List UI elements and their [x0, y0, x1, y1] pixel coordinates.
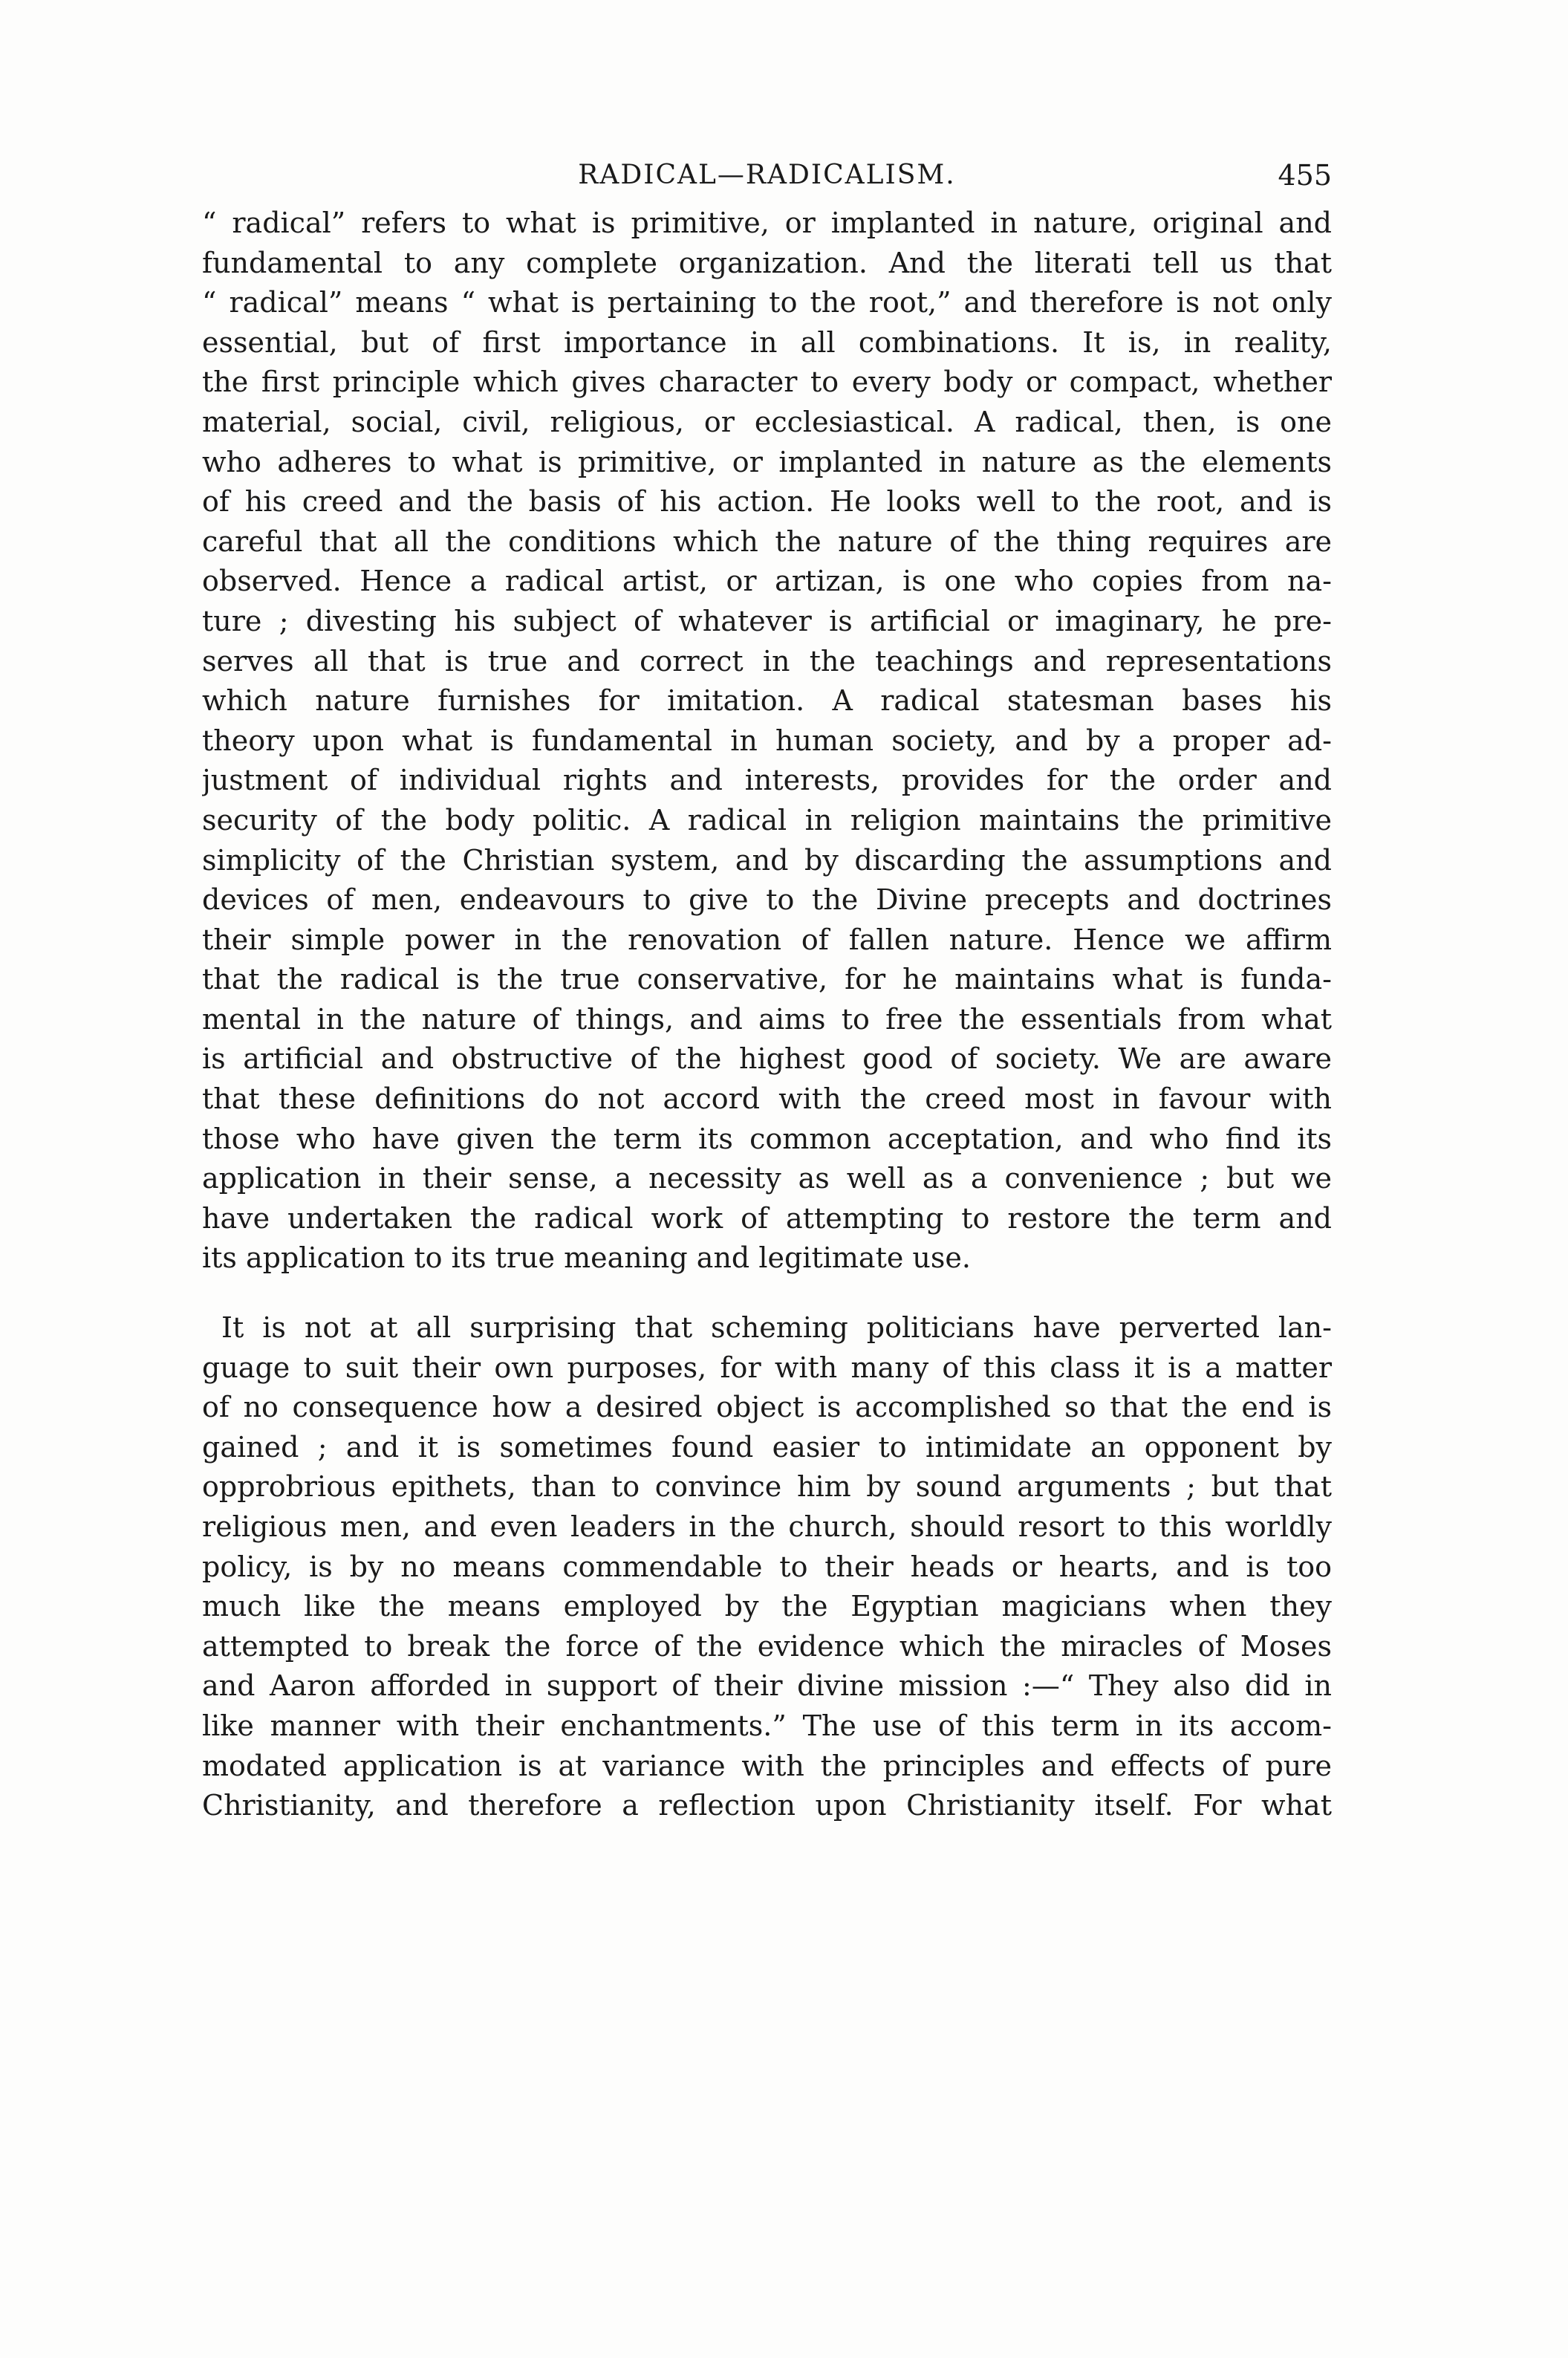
running-title: RADICAL—RADICALISM. — [578, 160, 956, 190]
text-line: serves all that is true and correct in the teachings and representations — [202, 644, 1332, 678]
text-line: fundamental to any complete organization. And the literati tell us that — [202, 246, 1332, 279]
text-line: gained ; and it is sometimes found easier to intimidate an opponent by — [202, 1430, 1332, 1464]
text-line: theory upon what is fundamental in human society, and by a proper ad- — [202, 724, 1332, 757]
text-line: modated application is at variance with the principles and effects of pure — [202, 1749, 1332, 1782]
text-line: their simple power in the renovation of fallen nature. Hence we affirm — [202, 923, 1332, 956]
paragraph — [202, 1308, 1332, 1826]
text-line: is artificial and obstructive of the highest good of society. We are aware — [202, 1042, 1332, 1076]
body-text — [202, 204, 1332, 1826]
text-line: the first principle which gives character to every body or compact, whether — [202, 366, 1332, 399]
text-line: policy, is by no means commendable to their heads or hearts, and is too — [202, 1550, 1332, 1583]
text-line: It is not at all surprising that scheming politicians have perverted lan- — [221, 1311, 1332, 1345]
text-line: religious men, and even leaders in the church, should resort to this worldly — [202, 1510, 1332, 1543]
text-line: like manner with their enchantments.” The use of this term in its accom- — [202, 1709, 1332, 1742]
text-line: guage to suit their own purposes, for with many of this class it is a matter — [202, 1351, 1332, 1384]
text-line: who adheres to what is primitive, or implanted in nature as the elements — [202, 445, 1332, 478]
text-line: careful that all the conditions which the nature of the thing requires are — [202, 524, 1332, 558]
text-line: which nature furnishes for imitation. A radical statesman bases his — [202, 684, 1332, 718]
text-line: material, social, civil, religious, or ecclesiastical. A radical, then, is one — [202, 405, 1332, 438]
text-line: opprobrious epithets, than to convince him by sound arguments ; but that — [202, 1470, 1332, 1504]
text-line: have undertaken the radical work of attempting to restore the term and — [202, 1201, 1332, 1235]
text-line: attempted to break the force of the evidence which the miracles of Moses — [202, 1629, 1332, 1663]
paragraph-gap — [202, 1279, 1332, 1308]
text-line: Christianity, and therefore a reflection upon Christianity itself. For what — [202, 1789, 1332, 1822]
text-line: that these definitions do not accord with the creed most in favour with — [202, 1082, 1332, 1116]
text-line: of his creed and the basis of his action. He looks well to the root, and is — [202, 485, 1332, 519]
text-line: its application to its true meaning and legitimate use. — [202, 1241, 971, 1275]
text-line: “ radical” refers to what is primitive, or implanted in nature, original and — [202, 207, 1332, 239]
text-line: ture ; divesting his subject of whatever is artificial or imaginary, he pre- — [202, 604, 1332, 637]
text-line: “ radical” means “ what is pertaining to the root,” and therefore is not only — [202, 286, 1332, 319]
text-line: simplicity of the Christian system, and by discarding the assumptions and — [202, 843, 1332, 877]
text-line: much like the means employed by the Egyptian magicians when they — [202, 1590, 1332, 1623]
text-line: security of the body politic. A radical in religion maintains the primitive — [202, 803, 1332, 837]
text-line: mental in the nature of things, and aims to free the essentials from what — [202, 1002, 1332, 1036]
text-line: those who have given the term its common acceptation, and who find its — [202, 1122, 1332, 1155]
text-line: observed. Hence a radical artist, or artizan, is one who copies from na- — [202, 565, 1332, 598]
paragraph — [202, 204, 1332, 1279]
text-line: that the radical is the true conservative, for he maintains what is funda- — [202, 963, 1332, 996]
text-line: of no consequence how a desired object is accomplished so that the end is — [202, 1391, 1332, 1424]
text-line: justment of individual rights and interests, provides for the order and — [202, 764, 1332, 797]
text-line: and Aaron afforded in support of their divine mission :—“ They also did in — [202, 1669, 1332, 1703]
page-number: 455 — [1278, 159, 1332, 192]
text-line: application in their sense, a necessity as well as a convenience ; but we — [202, 1162, 1332, 1195]
text-line: essential, but of first importance in all combinations. It is, in reality, — [202, 325, 1332, 359]
running-head — [202, 153, 1332, 198]
text-line: devices of men, endeavours to give to the Divine precepts and doctrines — [202, 883, 1332, 917]
